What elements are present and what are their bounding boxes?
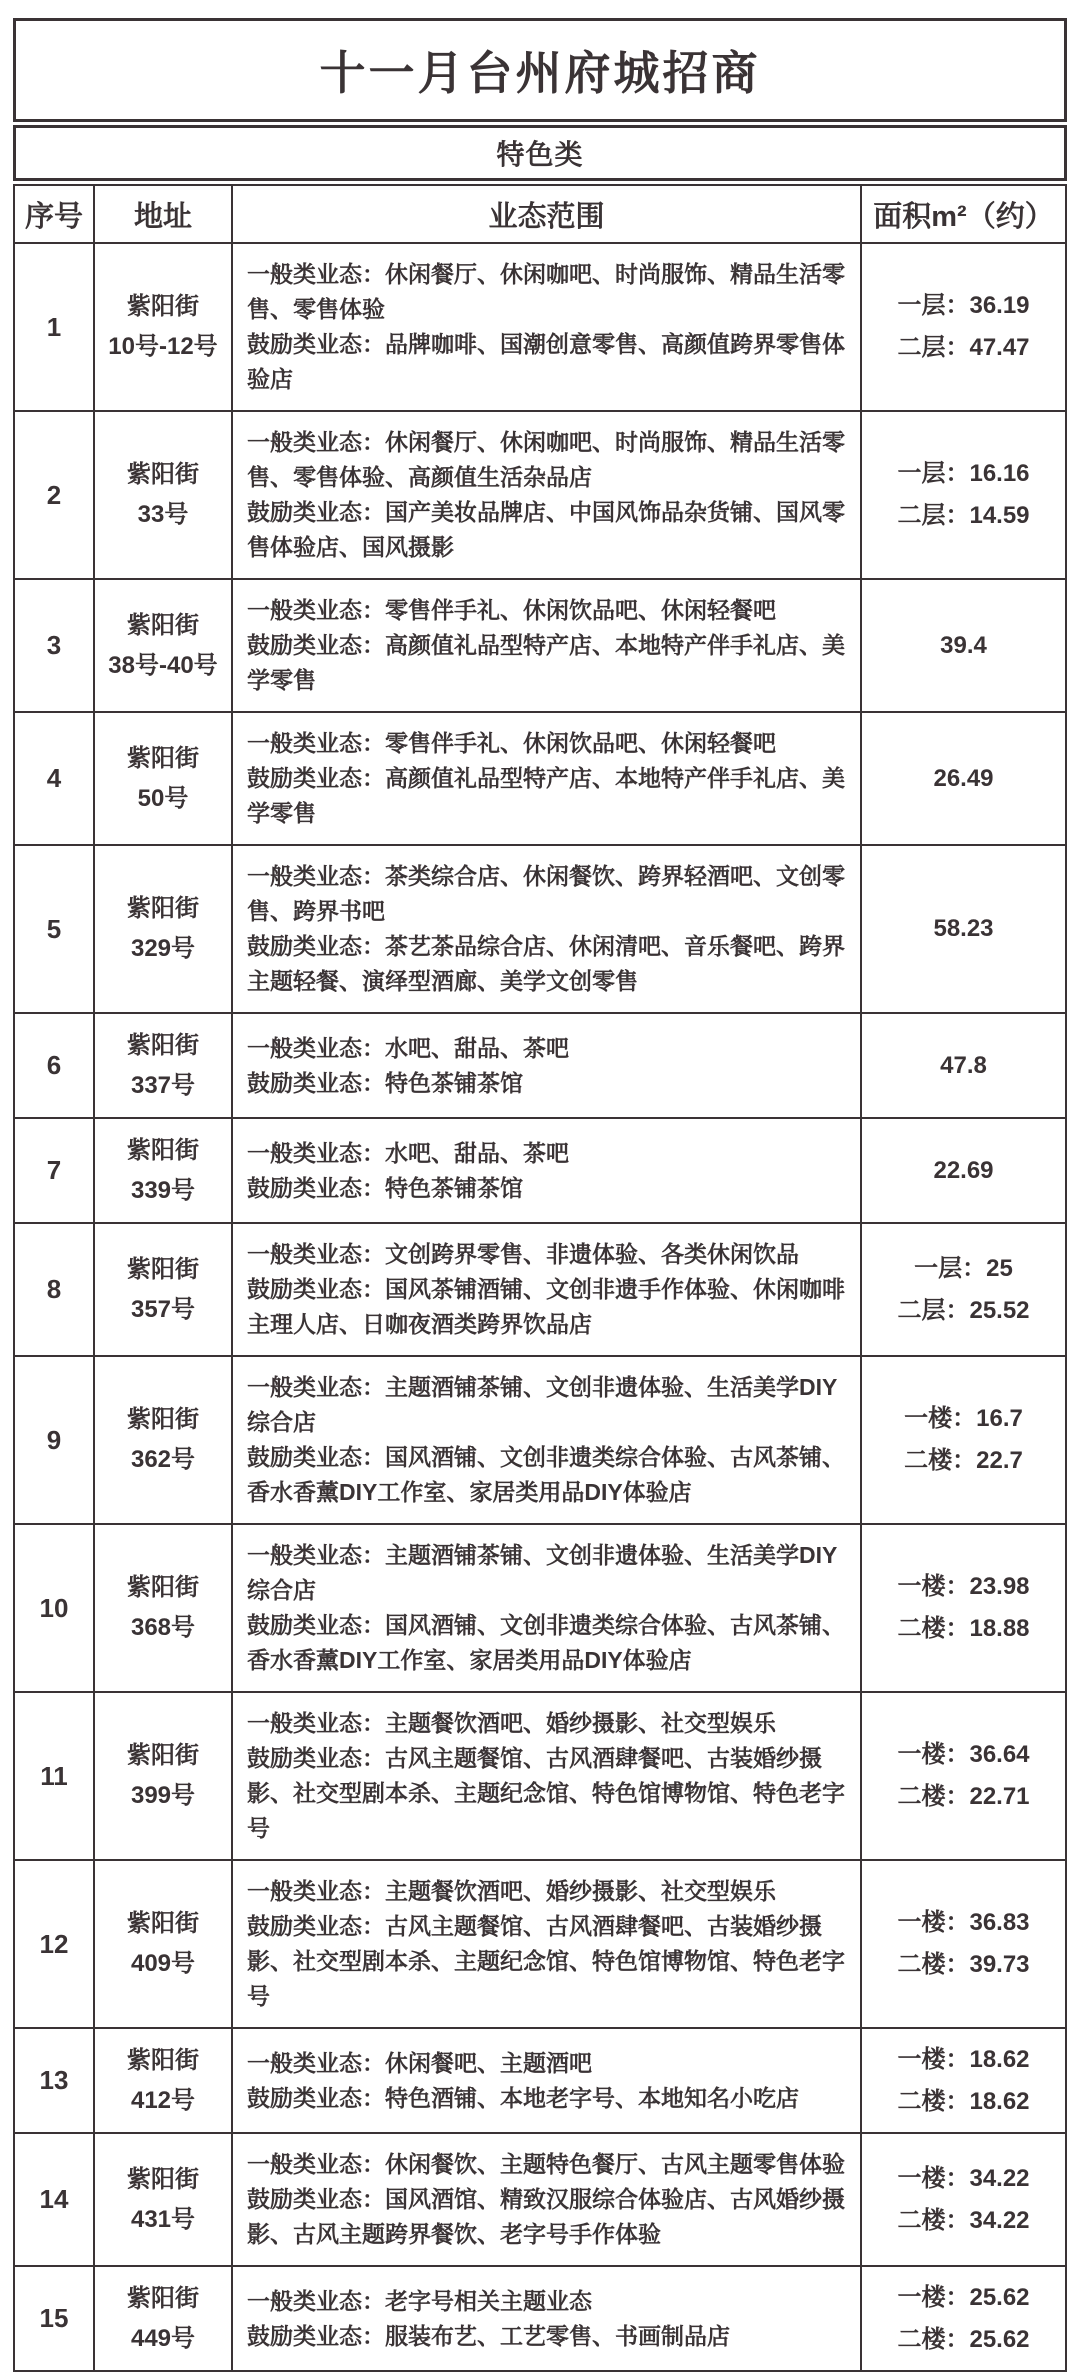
business-scope-cell bbox=[232, 845, 861, 1013]
address-line: 38号-40号 bbox=[108, 651, 218, 679]
encouraged-category-text: 鼓励类业态：古风主题餐馆、古风酒肆餐吧、古装婚纱摄影、社交型剧本杀、主题纪念馆、特色馆博物馆、特色老字号 bbox=[247, 1745, 845, 1841]
address-line: 紫阳街 bbox=[127, 2046, 199, 2074]
area-cell bbox=[861, 1118, 1066, 1223]
area-line: 47.8 bbox=[940, 1051, 987, 1079]
table-header bbox=[14, 185, 1066, 243]
business-scope-cell bbox=[232, 1524, 861, 1692]
address-cell bbox=[94, 1223, 232, 1356]
general-category-text: 一般类业态：主题餐饮酒吧、婚纱摄影、社交型娱乐 bbox=[247, 1710, 776, 1736]
table-row bbox=[14, 1223, 1066, 1356]
address-cell bbox=[94, 411, 232, 579]
address-line: 339号 bbox=[130, 1176, 196, 1204]
address-line: 357号 bbox=[130, 1295, 196, 1323]
business-scope-cell bbox=[232, 1013, 861, 1118]
row-index-cell: 1 bbox=[14, 243, 94, 411]
encouraged-category-text: 鼓励类业态：茶艺茶品综合店、休闲清吧、音乐餐吧、跨界主题轻餐、演绎型酒廊、美学文创零售 bbox=[247, 933, 845, 994]
address-line: 紫阳街 bbox=[127, 1136, 199, 1164]
encouraged-category-text: 鼓励类业态：高颜值礼品型特产店、本地特产伴手礼店、美学零售 bbox=[247, 632, 845, 693]
area-cell bbox=[861, 1692, 1066, 1860]
table-row bbox=[14, 2266, 1066, 2371]
address-line: 50号 bbox=[137, 784, 189, 812]
address-line: 紫阳街 bbox=[127, 461, 199, 488]
area-cell bbox=[861, 845, 1066, 1013]
row-index-cell: 11 bbox=[14, 1692, 94, 1860]
business-scope-cell bbox=[232, 1356, 861, 1524]
general-category-text: 一般类业态：文创跨界零售、非遗体验、各类休闲饮品 bbox=[247, 1241, 799, 1267]
business-scope-cell bbox=[232, 411, 861, 579]
area-line: 二层：25.52 bbox=[897, 1296, 1030, 1324]
table-row bbox=[14, 243, 1066, 411]
general-category-text: 一般类业态：休闲餐厅、休闲咖吧、时尚服饰、精品生活零售、零售体验、高颜值生活杂品店 bbox=[247, 429, 845, 490]
area-line: 一楼：34.22 bbox=[897, 2164, 1030, 2192]
row-index-cell: 15 bbox=[14, 2266, 94, 2371]
encouraged-category-text: 鼓励类业态：特色茶铺茶馆 bbox=[247, 1174, 523, 1201]
address-cell bbox=[94, 1524, 232, 1692]
column-header-business-scope: 业态范围 bbox=[232, 185, 861, 243]
table-row bbox=[14, 1356, 1066, 1524]
table-row bbox=[14, 1118, 1066, 1223]
table-row bbox=[14, 712, 1066, 845]
general-category-text: 一般类业态：茶类综合店、休闲餐饮、跨界轻酒吧、文创零售、跨界书吧 bbox=[247, 863, 845, 924]
area-line: 二楼：25.62 bbox=[897, 2325, 1030, 2353]
row-index-cell: 8 bbox=[14, 1223, 94, 1356]
general-category-text: 一般类业态：老字号相关主题业态 bbox=[247, 2287, 592, 2314]
address-line: 紫阳街 bbox=[127, 1742, 199, 1769]
area-line: 一层：36.19 bbox=[897, 292, 1030, 319]
row-index-cell: 10 bbox=[14, 1524, 94, 1692]
business-scope-cell bbox=[232, 2133, 861, 2266]
address-cell bbox=[94, 2266, 232, 2371]
area-line: 二层：47.47 bbox=[897, 334, 1030, 361]
general-category-text: 一般类业态：休闲餐厅、休闲咖吧、时尚服饰、精品生活零售、零售体验 bbox=[247, 261, 845, 322]
encouraged-category-text: 鼓励类业态：特色酒铺、本地老字号、本地知名小吃店 bbox=[247, 2084, 799, 2111]
address-line: 紫阳街 bbox=[127, 1255, 199, 1283]
business-scope-cell bbox=[232, 243, 861, 411]
row-index-cell: 5 bbox=[14, 845, 94, 1013]
area-line: 22.69 bbox=[933, 1156, 994, 1184]
row-index-cell: 3 bbox=[14, 579, 94, 712]
address-cell bbox=[94, 1860, 232, 2028]
area-line: 一楼：36.83 bbox=[897, 1909, 1030, 1936]
address-line: 362号 bbox=[130, 1446, 196, 1473]
address-cell bbox=[94, 1356, 232, 1524]
address-line: 431号 bbox=[130, 2205, 196, 2233]
area-cell bbox=[861, 1356, 1066, 1524]
address-cell bbox=[94, 579, 232, 712]
address-cell bbox=[94, 2133, 232, 2266]
column-header-index: 序号 bbox=[14, 185, 94, 243]
area-line: 二楼：18.88 bbox=[897, 1615, 1030, 1642]
area-line: 一楼：25.62 bbox=[897, 2283, 1030, 2311]
business-scope-cell bbox=[232, 1118, 861, 1223]
address-cell bbox=[94, 845, 232, 1013]
address-line: 10号-12号 bbox=[108, 333, 218, 360]
category-subtitle-box bbox=[13, 125, 1067, 181]
table-body bbox=[14, 243, 1066, 2371]
column-header-address: 地址 bbox=[94, 185, 232, 243]
address-line: 33号 bbox=[137, 501, 189, 528]
encouraged-category-text: 鼓励类业态：国风酒铺、文创非遗类综合体验、古风茶铺、香水香薰DIY工作室、家居类用品DIY体验店 bbox=[247, 1444, 845, 1505]
area-line: 39.4 bbox=[940, 631, 987, 659]
address-line: 399号 bbox=[130, 1782, 196, 1809]
area-line: 一楼：18.62 bbox=[897, 2045, 1030, 2073]
table-row bbox=[14, 579, 1066, 712]
row-index-cell: 2 bbox=[14, 411, 94, 579]
area-cell bbox=[861, 2266, 1066, 2371]
address-line: 368号 bbox=[130, 1614, 196, 1641]
table-header-row bbox=[14, 185, 1066, 243]
business-scope-cell bbox=[232, 1860, 861, 2028]
area-cell bbox=[861, 1524, 1066, 1692]
encouraged-category-text: 鼓励类业态：服装布艺、工艺零售、书画制品店 bbox=[247, 2322, 730, 2349]
area-cell bbox=[861, 411, 1066, 579]
business-scope-cell bbox=[232, 712, 861, 845]
business-scope-cell bbox=[232, 2266, 861, 2371]
row-index-cell: 14 bbox=[14, 2133, 94, 2266]
row-index-cell: 6 bbox=[14, 1013, 94, 1118]
area-cell bbox=[861, 2133, 1066, 2266]
address-line: 329号 bbox=[130, 935, 196, 962]
category-subtitle: 特色类 bbox=[496, 139, 584, 170]
address-line: 紫阳街 bbox=[127, 1574, 199, 1601]
area-cell bbox=[861, 1013, 1066, 1118]
column-header-area: 面积m²（约） bbox=[861, 185, 1066, 243]
area-cell bbox=[861, 243, 1066, 411]
address-line: 409号 bbox=[130, 1950, 196, 1977]
area-cell bbox=[861, 1860, 1066, 2028]
table-row bbox=[14, 1692, 1066, 1860]
encouraged-category-text: 鼓励类业态：国风酒铺、文创非遗类综合体验、古风茶铺、香水香薰DIY工作室、家居类用品DIY体验店 bbox=[247, 1612, 845, 1673]
address-line: 紫阳街 bbox=[127, 293, 199, 320]
address-cell bbox=[94, 1118, 232, 1223]
area-line: 58.23 bbox=[933, 915, 994, 942]
area-cell bbox=[861, 712, 1066, 845]
table-row bbox=[14, 1013, 1066, 1118]
row-index-cell: 4 bbox=[14, 712, 94, 845]
encouraged-category-text: 鼓励类业态：国风酒馆、精致汉服综合体验店、古风婚纱摄影、古风主题跨界餐饮、老字号手作体验 bbox=[247, 2186, 845, 2247]
business-scope-cell bbox=[232, 1692, 861, 1860]
area-line: 一层：16.16 bbox=[897, 460, 1030, 487]
business-scope-cell bbox=[232, 579, 861, 712]
general-category-text: 一般类业态：零售伴手礼、休闲饮品吧、休闲轻餐吧 bbox=[247, 597, 776, 623]
area-line: 二楼：39.73 bbox=[897, 1951, 1030, 1978]
address-line: 紫阳街 bbox=[127, 1406, 199, 1433]
encouraged-category-text: 鼓励类业态：古风主题餐馆、古风酒肆餐吧、古装婚纱摄影、社交型剧本杀、主题纪念馆、特色馆博物馆、特色老字号 bbox=[247, 1913, 845, 2009]
address-cell bbox=[94, 1013, 232, 1118]
area-line: 一层：25 bbox=[914, 1254, 1013, 1282]
row-index-cell: 13 bbox=[14, 2028, 94, 2133]
encouraged-category-text: 鼓励类业态：国产美妆品牌店、中国风饰品杂货铺、国风零售体验店、国风摄影 bbox=[247, 499, 845, 560]
area-cell bbox=[861, 579, 1066, 712]
encouraged-category-text: 鼓励类业态：品牌咖啡、国潮创意零售、高颜值跨界零售体验店 bbox=[247, 331, 845, 392]
general-category-text: 一般类业态：水吧、甜品、茶吧 bbox=[247, 1139, 569, 1166]
area-line: 二层：14.59 bbox=[897, 502, 1030, 529]
address-cell bbox=[94, 1692, 232, 1860]
area-line: 二楼：18.62 bbox=[897, 2087, 1030, 2115]
area-line: 一楼：36.64 bbox=[897, 1741, 1030, 1768]
document-title: 十一月台州府城招商 bbox=[319, 47, 761, 99]
row-index-cell: 7 bbox=[14, 1118, 94, 1223]
table-row bbox=[14, 2028, 1066, 2133]
address-line: 337号 bbox=[130, 1071, 196, 1099]
row-index-cell: 12 bbox=[14, 1860, 94, 2028]
area-line: 二楼：22.71 bbox=[897, 1783, 1030, 1810]
general-category-text: 一般类业态：主题酒铺茶铺、文创非遗体验、生活美学DIY综合店 bbox=[247, 1374, 838, 1435]
listings-table bbox=[13, 184, 1067, 2372]
table-row bbox=[14, 845, 1066, 1013]
area-line: 26.49 bbox=[933, 764, 994, 792]
general-category-text: 一般类业态：水吧、甜品、茶吧 bbox=[247, 1034, 569, 1061]
address-line: 紫阳街 bbox=[127, 2284, 199, 2312]
row-index-cell: 9 bbox=[14, 1356, 94, 1524]
table-row bbox=[14, 1860, 1066, 2028]
address-line: 紫阳街 bbox=[127, 1031, 199, 1059]
address-line: 紫阳街 bbox=[127, 744, 199, 772]
general-category-text: 一般类业态：主题酒铺茶铺、文创非遗体验、生活美学DIY综合店 bbox=[247, 1542, 838, 1603]
general-category-text: 一般类业态：休闲餐吧、主题酒吧 bbox=[247, 2049, 592, 2076]
area-cell bbox=[861, 2028, 1066, 2133]
area-line: 二楼：34.22 bbox=[897, 2206, 1030, 2234]
address-line: 412号 bbox=[130, 2086, 196, 2114]
area-line: 二楼：22.7 bbox=[904, 1447, 1023, 1474]
table-row bbox=[14, 2133, 1066, 2266]
general-category-text: 一般类业态：零售伴手礼、休闲饮品吧、休闲轻餐吧 bbox=[247, 730, 776, 756]
address-line: 紫阳街 bbox=[127, 1910, 199, 1937]
table-row bbox=[14, 1524, 1066, 1692]
encouraged-category-text: 鼓励类业态：高颜值礼品型特产店、本地特产伴手礼店、美学零售 bbox=[247, 765, 845, 826]
address-line: 紫阳街 bbox=[127, 611, 199, 639]
address-cell bbox=[94, 712, 232, 845]
encouraged-category-text: 鼓励类业态：国风茶铺酒铺、文创非遗手作体验、休闲咖啡主理人店、日咖夜酒类跨界饮品店 bbox=[247, 1276, 845, 1337]
address-line: 449号 bbox=[130, 2324, 196, 2352]
address-line: 紫阳街 bbox=[127, 895, 199, 922]
address-line: 紫阳街 bbox=[127, 2165, 199, 2193]
address-cell bbox=[94, 2028, 232, 2133]
business-scope-cell bbox=[232, 2028, 861, 2133]
area-line: 一楼：16.7 bbox=[904, 1405, 1023, 1432]
document-title-box bbox=[13, 18, 1067, 122]
table-row bbox=[14, 411, 1066, 579]
general-category-text: 一般类业态：主题餐饮酒吧、婚纱摄影、社交型娱乐 bbox=[247, 1878, 776, 1904]
business-scope-cell bbox=[232, 1223, 861, 1356]
area-cell bbox=[861, 1223, 1066, 1356]
address-cell bbox=[94, 243, 232, 411]
encouraged-category-text: 鼓励类业态：特色茶铺茶馆 bbox=[247, 1069, 523, 1096]
area-line: 一楼：23.98 bbox=[897, 1573, 1030, 1600]
general-category-text: 一般类业态：休闲餐饮、主题特色餐厅、古风主题零售体验 bbox=[247, 2151, 845, 2177]
